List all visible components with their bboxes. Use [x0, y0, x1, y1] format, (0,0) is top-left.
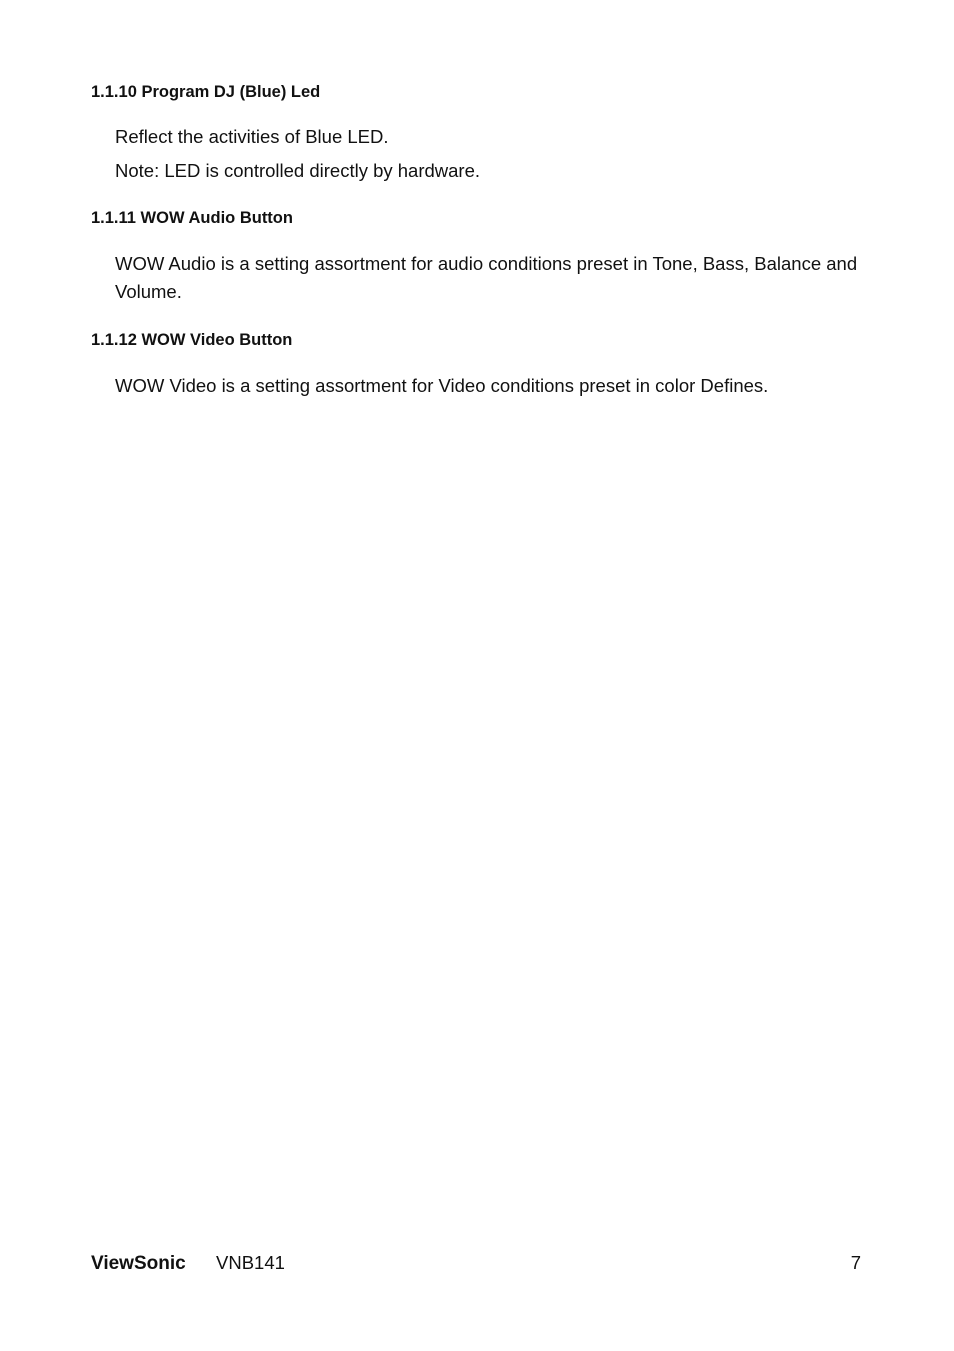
section-paragraph: WOW Video is a setting assortment for Video conditions preset in color Defines. — [115, 375, 769, 396]
section-heading: 1.1.10 Program DJ (Blue) Led — [91, 83, 321, 101]
section-program-dj-led — [91, 82, 871, 185]
page-number: 7 — [850, 1252, 861, 1273]
section-note: Note: LED is controlled directly by hardware. — [115, 160, 481, 181]
page-footer — [91, 1251, 861, 1277]
footer-model: VNB141 — [216, 1252, 285, 1273]
section-paragraph: WOW Audio is a setting assortment for audio conditions preset in Tone, Bass, Balance and Volume. — [115, 253, 858, 302]
section-heading: 1.1.12 WOW Video Button — [91, 331, 293, 349]
section-paragraph: Reflect the activities of Blue LED. — [115, 126, 389, 147]
section-heading: 1.1.11 WOW Audio Button — [91, 209, 293, 227]
section-wow-video-button — [91, 330, 871, 400]
footer-brand: ViewSonic — [91, 1253, 186, 1274]
section-wow-audio-button — [91, 208, 871, 306]
